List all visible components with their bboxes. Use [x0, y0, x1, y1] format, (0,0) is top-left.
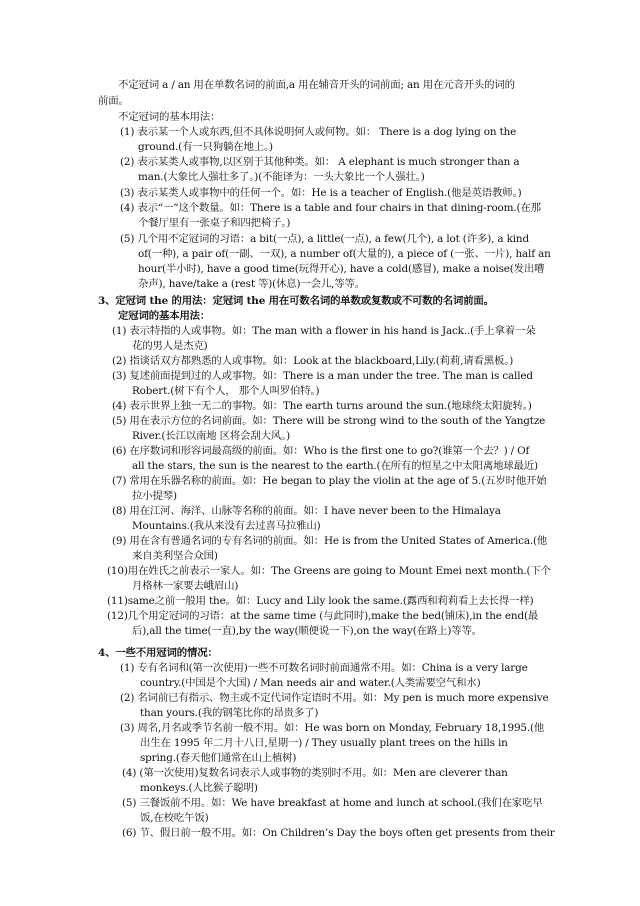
text-line: 花的男人是杰克) [132, 340, 208, 352]
text-line: (9) 用在含有普通名词的专有名词的前面。如：He is from the United States of America.(他 [112, 535, 548, 547]
text-line: than yours.(我的钢笔比你的昂贵多了) [140, 707, 319, 719]
text-line: 3、定冠词 the 的用法：定冠词 the 用在可数名词的单数或复数或不可数的名词前面。 [98, 295, 494, 307]
text-line: 定冠词的基本用法： [118, 310, 211, 322]
text-line: (2) 表示某类人或事物,以区别于其他种类。如： A elephant is much stronger than a [120, 156, 520, 168]
text-line: (11)same之前一般用 the。如：Lucy and Lily look the same.(露西和莉莉看上去长得一样) [107, 595, 534, 607]
text-line: of(一种), a pair of(一副、一双), a number of(大量的), a piece of (一张、一片), half an [138, 248, 551, 260]
text-line: 前面。 [98, 95, 129, 107]
text-line: all the stars, the sun is the nearest to the earth.(在所有的恒星之中太阳离地球最近) [132, 460, 538, 472]
text-line: (4) 表示“一”这个数量。如：There is a table and four chairs in that dining-room.(在那 [120, 202, 541, 214]
text-line: (4) 表示世界上独一无二的事物。如：The earth turns around the sun.(地球绕太阳旋转。) [112, 400, 532, 412]
text-line: (6) 节、假日前一般不用。如：On Children’s Day the boys often get presents from their [122, 827, 555, 839]
text-line: (8) 用在江河、海洋、山脉等名称的前面。如：I have never been to the Himalaya [112, 505, 501, 517]
text-line: 饭,在校吃午饭) [140, 812, 209, 824]
text-line: River.(长江以南地 区将会刮大风。) [132, 430, 291, 442]
text-line: (12)几个用定冠词的习语：at the same time (与此同时),make the bed(铺床),in the end(最 [107, 610, 539, 622]
text-line: (10)用在姓氏之前表示一家人。如：The Greens are going to Mount Emei next month.(下个 [107, 565, 551, 577]
text-line: (2) 名词前已有指示、物主或不定代词作定语时不用。如：My pen is much more expensive [120, 692, 549, 704]
text-line: (5) 用在表示方位的名词前面。如：There will be strong wind to the south of the Yangtze [112, 415, 546, 427]
text-line: (3) 复述前面提到过的人或事物。如：There is a man under the tree. The man is called [112, 370, 533, 382]
text-line: monkeys.(人比猴子聪明) [140, 782, 258, 794]
text-line: (5) 几个用不定冠词的习语：a bit(一点), a little(一点), a few(几个), a lot (许多), a kind [120, 233, 529, 245]
text-line: (2) 指谈话双方都熟悉的人或事物。如：Look at the blackboard,Lily.(莉莉,请看黑板。) [112, 355, 514, 367]
text-line: 杂声), have/take a (rest 等)(休息)一会儿,等等。 [138, 278, 366, 290]
text-line: (6) 在序数词和形容词最高级的前面。如：Who is the first one to go?(谁第一个去？) / Of [112, 445, 530, 457]
text-line: (3) 周名,月名或季节名前一般不用。如：He was born on Monday, February 18,1995.(他 [120, 722, 545, 734]
text-line: 4、一些不用冠词的情况： [98, 647, 218, 659]
text-line: hour(半小时), have a good time(玩得开心), have a cold(感冒), make a noise(发出嘈 [138, 263, 545, 275]
text-line: (1) 表示某一个人或东西,但不具体说明何人或何物。如： There is a dog lying on the [120, 126, 517, 138]
text-line: spring.(春天他们通常在山上植树) [140, 752, 297, 764]
text-line: 月格林一家要去峨眉山) [132, 580, 239, 592]
text-line: (5) 三餐饭前不用。如：We have breakfast at home and lunch at school.(我们在家吃早 [122, 797, 543, 809]
text-line: (1) 表示特指的人或事物。如：The man with a flower in his hand is Jack..(手上拿着一朵 [112, 325, 536, 337]
text-line: 后),all the time(一直),by the way(顺便说一下),on the way(在路上)等等。 [132, 625, 482, 637]
text-line: ground.(有一只狗躺在地上。) [138, 141, 273, 153]
text-line: Robert.(树下有个人， 那个人叫罗伯特。) [132, 385, 320, 397]
text-line: (7) 常用在乐器名称的前面。如：He began to play the violin at the age of 5.(五岁时他开始 [112, 475, 547, 487]
text-line: 不定冠词 a / an 用在单数名词的前面,a 用在辅音开头的词前面; an 用在元音开头的词的 [118, 79, 515, 91]
text-line: 个餐厅里有一张桌子和四把椅子。) [138, 217, 291, 229]
text-line: country.(中国是个大国) / Man needs air and water.(人类需要空气和水) [140, 677, 481, 689]
text-line: man.(大象比人强壮多了。)(不能译为：一头大象比一个人强壮。) [138, 171, 425, 183]
text-line: Mountains.(我从来没有去过喜马拉雅山) [132, 520, 321, 532]
text-line: 来自美利坚合众国) [132, 550, 218, 562]
text-line: (3) 表示某类人或事物中的任何一个。如：He is a teacher of English.(他是英语教师。) [120, 187, 522, 199]
text-line: (1) 专有名词和(第一次使用)一些不可数名词时前面通常不用。如：China is a very large [120, 662, 528, 674]
text-line: 出生在 1995 年二月十八日,星期一) / They usually plant trees on the hills in [140, 737, 508, 749]
text-line: 不定冠词的基本用法： [118, 111, 221, 123]
text-line: 拉小提琴) [132, 490, 177, 502]
text-line: (4) (第一次使用)复数名词表示人或事物的类别时不用。如：Men are cleverer than [122, 767, 508, 779]
